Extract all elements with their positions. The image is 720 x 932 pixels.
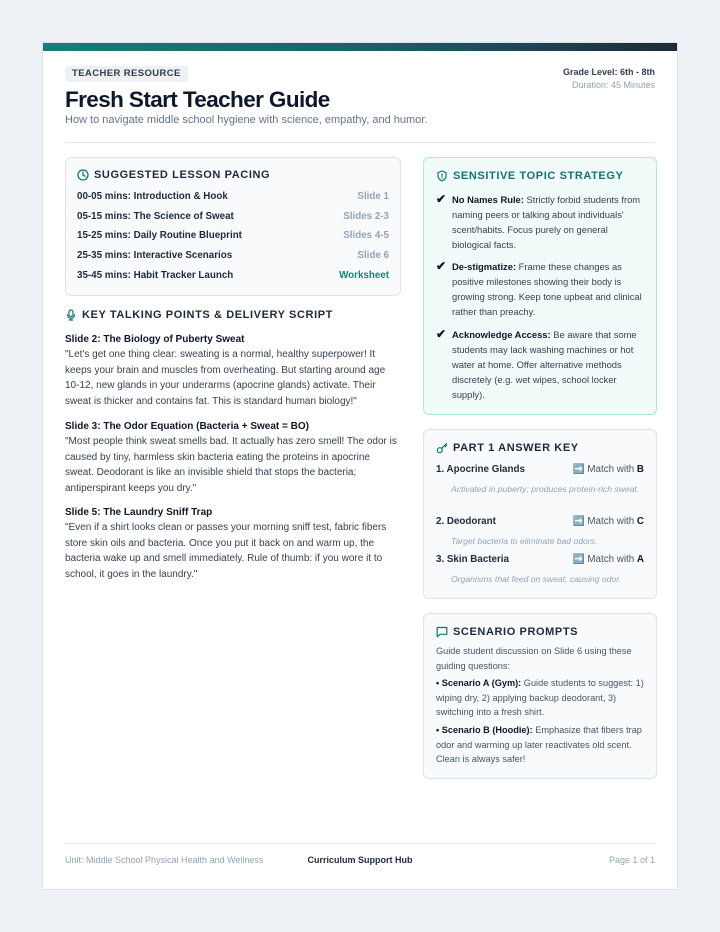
talking-point-body: "Let's get one thing clear: sweating is a normal, healthy superpower! It keeps your brain and muscles from overheating. But starting around age 10-12, new glands in your underarms (apocrine glands) activate. Their sweat is thicker and contains fat. This is standard human biology!" <box>65 349 386 407</box>
scenario-item <box>436 676 644 720</box>
answer-match: ➡️ Match with C <box>572 516 644 527</box>
pacing-slide: Slide 1 <box>357 191 389 202</box>
footer-page-number: Page 1 of 1 <box>608 855 655 865</box>
pacing-row <box>77 230 389 246</box>
strategy-item-label: De-stigmatize: <box>452 261 517 272</box>
scenario-label: • Scenario A (Gym): <box>436 678 522 688</box>
resource-tag: TEACHER RESOURCE <box>65 66 188 82</box>
strategy-heading <box>436 170 623 182</box>
pacing-label: 25-35 mins: Interactive Scenarios <box>77 250 233 261</box>
scenario-heading <box>436 626 578 638</box>
page-title: Fresh Start Teacher Guide <box>65 87 330 112</box>
answer-letter: A <box>636 554 644 565</box>
talking-point <box>65 333 401 409</box>
talking-point-heading: Slide 3: The Odor Equation (Bacteria + Sweat = BO) <box>65 421 309 432</box>
guide-page <box>42 42 678 890</box>
page-subtitle: How to navigate middle school hygiene with science, empathy, and humor. <box>65 114 428 126</box>
pacing-title: SUGGESTED LESSON PACING <box>94 169 271 181</box>
talking-point-body: "Even if a shirt looks clean or passes your morning sniff test, fabric fibers store skin oils and bacteria. Once you put it back on and warm up, the bacteria wake up and smell immediately. Rule of thumb: if you wore it to school, it goes in the laundry." <box>65 522 387 580</box>
answer-match: ➡️ Match with B <box>572 464 644 475</box>
footer-divider <box>65 843 655 844</box>
pacing-row <box>77 191 389 207</box>
talking-point <box>65 420 401 496</box>
talking-point <box>65 506 401 582</box>
checkmark-icon: ✔ <box>436 192 447 206</box>
answer-row <box>436 516 644 527</box>
grade-level: Grade Level: 6th - 8th <box>562 67 655 77</box>
scenario-text: Emphasize that fibers trap odor and warming up later reactivates old scent. Clean is always safer! <box>436 725 642 764</box>
answer-match: ➡️ Match with A <box>572 554 644 565</box>
strategy-item <box>436 327 644 402</box>
pacing-slide: Slides 2-3 <box>343 211 389 222</box>
answer-term: 3. Skin Bacteria <box>436 554 509 565</box>
strategy-item-text: Be aware that some students may lack washing machines or hot water at home. Offer alternative methods discretely (e.g. wet wipes, school locker supply). <box>452 329 637 400</box>
strategy-item-text: Strictly forbid students from naming peers or talking about individuals' scent/habits. Focus purely on general biological facts. <box>452 194 641 250</box>
scenario-text: Guide students to suggest: 1) wiping dry, 2) applying backup deodorant, 3) switching into a fresh shirt. <box>436 678 644 717</box>
answer-row <box>436 464 644 475</box>
pacing-label: 05-15 mins: The Science of Sweat <box>77 211 234 222</box>
answer-key-box <box>423 429 657 599</box>
lesson-pacing-box <box>65 157 401 296</box>
chat-icon <box>436 626 448 638</box>
duration: Duration: 45 Minutes <box>571 80 655 90</box>
talking-points-title: KEY TALKING POINTS & DELIVERY SCRIPT <box>82 309 333 321</box>
microphone-icon <box>65 309 77 321</box>
talking-points-heading <box>65 309 333 321</box>
strategy-title: SENSITIVE TOPIC STRATEGY <box>453 170 624 182</box>
pacing-slide: Slide 6 <box>357 250 389 261</box>
pacing-slide: Slides 4-5 <box>343 230 389 241</box>
answer-note: Target bacteria to eliminate bad odors. <box>451 536 598 546</box>
header-divider <box>65 142 655 143</box>
key-icon <box>436 442 448 454</box>
talking-point-heading: Slide 2: The Biology of Puberty Sweat <box>65 334 245 345</box>
talking-point-body: "Most people think sweat smells bad. It actually has zero smell! The odor is caused by tiny, harmless skin bacteria eating the proteins in apocrine sweat. Deodorant is like an invisible shield that stops the bacteria; antiperspirant keeps you dry." <box>65 436 397 494</box>
answer-term: 2. Deodorant <box>436 516 496 527</box>
clock-icon <box>77 169 89 181</box>
checkmark-icon: ✔ <box>436 327 447 341</box>
scenario-item <box>436 723 644 767</box>
pacing-label: 00-05 mins: Introduction & Hook <box>77 191 228 202</box>
strategy-item-label: Acknowledge Access: <box>452 329 551 340</box>
scenario-title: SCENARIO PROMPTS <box>453 626 579 638</box>
footer-unit: Unit: Middle School Physical Health and Wellness <box>65 855 264 865</box>
footer-hub: Curriculum Support Hub <box>307 855 413 865</box>
pacing-row <box>77 270 389 286</box>
answer-note: Activated in puberty; produces protein-rich sweat. <box>451 484 640 494</box>
pacing-slide: Worksheet <box>339 270 389 281</box>
pacing-row <box>77 211 389 227</box>
checkmark-icon: ✔ <box>436 259 447 273</box>
answer-key-title: PART 1 ANSWER KEY <box>453 442 579 454</box>
pacing-heading <box>77 169 270 181</box>
strategy-item-label: No Names Rule: <box>452 194 524 205</box>
scenario-prompts-box <box>423 613 657 779</box>
answer-letter: C <box>636 516 644 527</box>
scenario-intro: Guide student discussion on Slide 6 using these guiding questions: <box>436 646 632 671</box>
answer-key-heading <box>436 442 579 454</box>
answer-note: Organisms that feed on sweat, causing odor. <box>451 574 622 584</box>
pacing-label: 35-45 mins: Habit Tracker Launch <box>77 270 234 281</box>
answer-term: 1. Apocrine Glands <box>436 464 525 475</box>
pacing-row <box>77 250 389 266</box>
talking-point-heading: Slide 5: The Laundry Sniff Trap <box>65 507 213 518</box>
strategy-item <box>436 259 644 319</box>
strategy-item <box>436 192 644 252</box>
answer-row <box>436 554 644 565</box>
strategy-item-text: Frame these changes as positive milestones showing their body is growing strong. Keep tone upbeat and clinical rather than preachy. <box>452 261 642 317</box>
answer-letter: B <box>636 464 644 475</box>
sensitive-topic-box <box>423 157 657 415</box>
top-accent-bar <box>43 43 677 51</box>
scenario-label: • Scenario B (Hoodie): <box>436 725 533 735</box>
shield-icon <box>436 170 448 182</box>
pacing-label: 15-25 mins: Daily Routine Blueprint <box>77 230 242 241</box>
